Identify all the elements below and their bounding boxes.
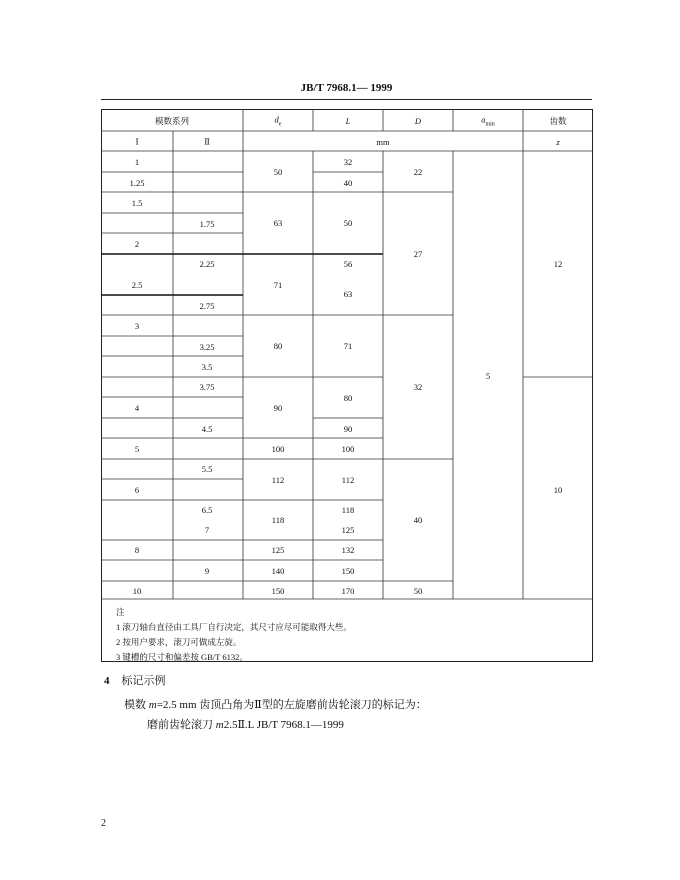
L-cell: 71 bbox=[343, 341, 353, 351]
de-cell: 90 bbox=[273, 403, 283, 413]
de-cell: 150 bbox=[271, 586, 285, 596]
de-cell: 118 bbox=[271, 515, 285, 525]
L-cell: 32 bbox=[343, 157, 353, 167]
de-cell: 140 bbox=[271, 566, 285, 576]
L-cell: 170 bbox=[341, 586, 355, 596]
table-notes bbox=[116, 605, 352, 665]
L-cell: 90 bbox=[343, 424, 353, 434]
L-cell: 132 bbox=[341, 545, 355, 555]
modulus-cell: 10 bbox=[132, 586, 142, 596]
modulus-cell: 3 bbox=[134, 321, 140, 331]
header-teeth: 齿数 bbox=[549, 116, 567, 126]
de-cell: 50 bbox=[273, 167, 283, 177]
L-cell: 56 bbox=[343, 259, 353, 269]
page-header: JB/T 7968.1— 1999 bbox=[300, 82, 393, 94]
header-L: L bbox=[345, 116, 351, 126]
z-cell: 10 bbox=[553, 485, 563, 495]
D-cell: 50 bbox=[413, 586, 423, 596]
D-cell: 40 bbox=[413, 515, 423, 525]
modulus-cell: 5.5 bbox=[201, 464, 213, 474]
L-cell: 150 bbox=[341, 566, 355, 576]
modulus-cell: 2.75 bbox=[199, 301, 215, 311]
header-unit: mm bbox=[376, 137, 390, 147]
modulus-cell: 6.5 bbox=[201, 505, 213, 515]
modulus-cell: 1 bbox=[134, 157, 140, 167]
modulus-cell: 3.75 bbox=[199, 382, 215, 392]
de-cell: 125 bbox=[271, 545, 285, 555]
header-series-II: Ⅱ bbox=[204, 136, 210, 147]
L-cell: 80 bbox=[343, 393, 353, 403]
notes-title: 注 bbox=[116, 607, 125, 617]
section-title: 标记示例 bbox=[121, 675, 166, 687]
D-cell: 22 bbox=[413, 167, 423, 177]
header-a-min: $a_{min}$ bbox=[481, 114, 495, 128]
de-cell: 80 bbox=[273, 341, 283, 351]
header-z: z bbox=[556, 137, 560, 147]
modulus-cell: 4 bbox=[134, 403, 140, 413]
example-marking: 磨前齿轮滚刀 m2.5Ⅱ.L JB/T 7968.1—1999 bbox=[147, 719, 344, 731]
modulus-cell: 2 bbox=[134, 239, 140, 249]
example-text: 模数 m=2.5 mm 齿顶凸角为Ⅱ型的左旋磨前齿轮滚刀的标记为： bbox=[124, 699, 427, 711]
modulus-cell: 1.5 bbox=[131, 198, 143, 208]
modulus-cell: 3.5 bbox=[201, 362, 213, 372]
L-cell: 125 bbox=[341, 525, 355, 535]
header-D: D bbox=[414, 116, 422, 126]
L-cell: 63 bbox=[343, 289, 353, 299]
modulus-cell: 2.5 bbox=[131, 280, 143, 290]
section-heading bbox=[104, 672, 166, 688]
modulus-cell: 6 bbox=[134, 485, 140, 495]
modulus-cell: 7 bbox=[204, 525, 210, 535]
de-cell: 63 bbox=[273, 218, 283, 228]
header-rule bbox=[101, 99, 592, 100]
modulus-cell: 9 bbox=[204, 566, 210, 576]
de-cell: 112 bbox=[271, 475, 285, 485]
modulus-cell: 4.5 bbox=[201, 424, 213, 434]
modulus-cell: 1.75 bbox=[199, 219, 215, 229]
a-min-cell: 5 bbox=[485, 371, 491, 381]
modulus-cell: 1.25 bbox=[129, 178, 145, 188]
L-cell: 118 bbox=[341, 505, 355, 515]
note-1: 1 滚刀轴台直径由工具厂自行决定，其尺寸应尽可能取得大些。 bbox=[116, 622, 352, 632]
note-3: 3 键槽的尺寸和偏差按 GB/T 6132。 bbox=[116, 652, 248, 662]
table-grid bbox=[101, 109, 593, 662]
de-cell: 100 bbox=[271, 444, 285, 454]
modulus-cell: 3.25 bbox=[199, 342, 215, 352]
modulus-cell: 5 bbox=[134, 444, 140, 454]
modulus-cell: 2.25 bbox=[199, 259, 215, 269]
section-number: 4 bbox=[104, 675, 110, 687]
header-modulus-series: 模数系列 bbox=[154, 116, 190, 126]
modulus-cell: 8 bbox=[134, 545, 140, 555]
D-cell: 32 bbox=[413, 382, 423, 392]
L-cell: 40 bbox=[343, 178, 353, 188]
page-number: 2 bbox=[101, 818, 106, 829]
note-2: 2 按用户要求，滚刀可做成左旋。 bbox=[116, 637, 242, 647]
header-series-I: Ⅰ bbox=[135, 136, 139, 147]
L-cell: 100 bbox=[341, 444, 355, 454]
D-cell: 27 bbox=[413, 249, 423, 259]
L-cell: 112 bbox=[341, 475, 355, 485]
L-cell: 50 bbox=[343, 218, 353, 228]
de-cell: 71 bbox=[273, 280, 283, 290]
header-de: $d_e$ bbox=[274, 114, 282, 128]
z-cell: 12 bbox=[553, 259, 563, 269]
